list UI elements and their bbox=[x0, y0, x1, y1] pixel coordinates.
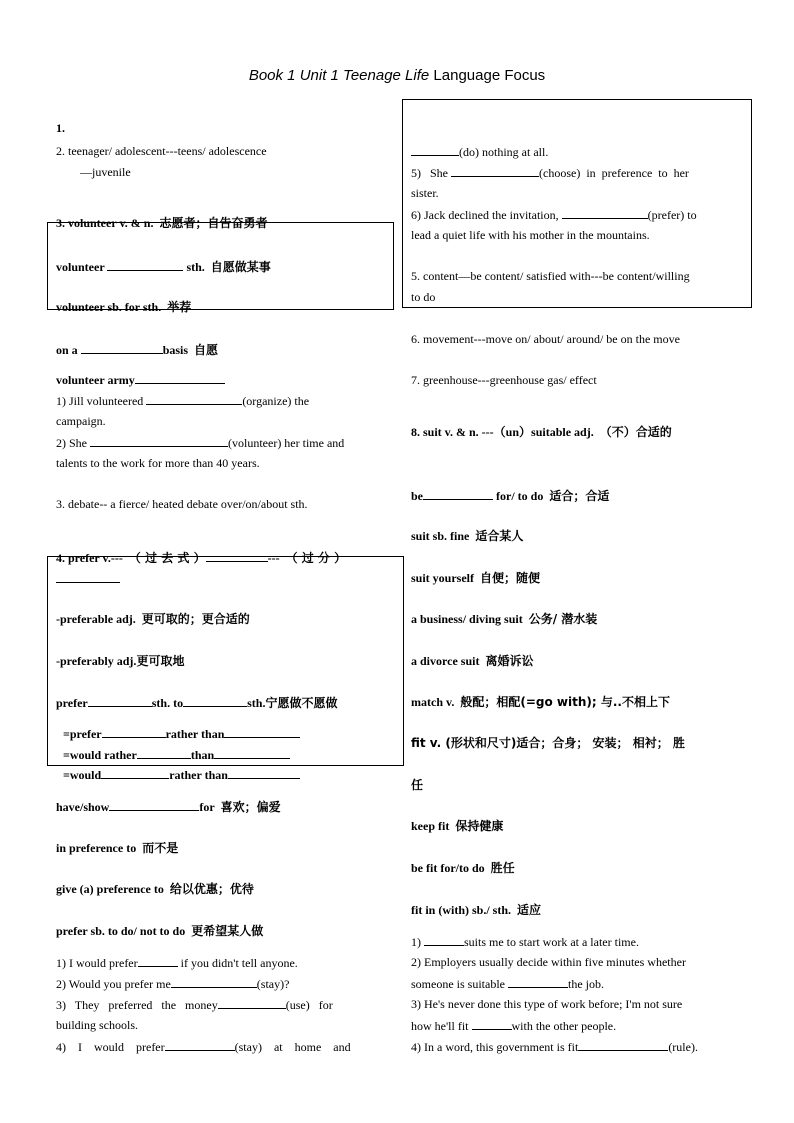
suit-yourself: suit yourself 自便；随便 bbox=[411, 571, 541, 585]
prefer-sb: prefer sb. to do/ not to do 更希望某人做 bbox=[56, 924, 264, 938]
have-show: have/show for 喜欢；偏爱 bbox=[56, 800, 281, 814]
blank[interactable] bbox=[146, 392, 242, 405]
r-line-3: 6) Jack declined the invitation, (prefer) to bbox=[411, 208, 697, 222]
in-preference: in preference to 而不是 bbox=[56, 841, 179, 855]
item-content-cont: to do bbox=[411, 290, 436, 304]
r-line-2: 5) She (choose) in preference to her bbox=[411, 166, 689, 180]
ex2-line: 2) She (volunteer) her time and bbox=[56, 436, 345, 450]
ex1-cont: campaign. bbox=[56, 414, 106, 428]
blank[interactable] bbox=[224, 725, 300, 738]
r-line-3-cont: lead a quiet life with his mother in the mountains. bbox=[411, 228, 650, 242]
blank[interactable] bbox=[508, 975, 568, 988]
r-line-1: (do) nothing at all. bbox=[411, 143, 548, 160]
blank[interactable] bbox=[206, 549, 268, 562]
vol-line-2: volunteer sb. for sth. 举荐 bbox=[56, 300, 192, 314]
s1: 1) suits me to start work at a later time. bbox=[411, 935, 639, 949]
item-greenhouse: 7. greenhouse---greenhouse gas/ effect bbox=[411, 373, 597, 387]
blank[interactable] bbox=[101, 766, 169, 779]
item-debate: 3. debate-- a fierce/ heated debate over/on/about sth. bbox=[56, 497, 308, 511]
item-3: 3. volunteer v. & n. 志愿者；自告奋勇者 bbox=[56, 216, 268, 230]
page-title: Book 1 Unit 1 Teenage Life Language Focus bbox=[248, 67, 546, 84]
s2: 2) Employers usually decide within five minutes whether bbox=[411, 955, 686, 969]
item-4-blank bbox=[56, 570, 120, 587]
blank[interactable] bbox=[218, 996, 286, 1009]
item-2-sub: —juvenile bbox=[80, 165, 131, 179]
suit-fine: suit sb. fine 适合某人 bbox=[411, 529, 524, 543]
prefer-to: prefer sth. to sth.宁愿做不愿做 bbox=[56, 696, 338, 710]
blank[interactable] bbox=[183, 694, 247, 707]
give-preference: give (a) preference to 给以优惠；优待 bbox=[56, 882, 254, 896]
blank[interactable] bbox=[472, 1017, 512, 1030]
eq-3: =would rather than bbox=[63, 766, 300, 783]
blank[interactable] bbox=[578, 1038, 668, 1051]
item-suit: 8. suit v. & n. ---（un）suitable adj. （不）合适的 bbox=[411, 425, 672, 439]
blank[interactable] bbox=[171, 975, 257, 988]
blank[interactable] bbox=[88, 694, 152, 707]
s3: 3) He's never done this type of work before; I'm not sure bbox=[411, 997, 683, 1011]
blank[interactable] bbox=[56, 570, 120, 583]
blank[interactable] bbox=[562, 206, 648, 219]
ex2-cont: talents to the work for more than 40 years. bbox=[56, 456, 260, 470]
item-1: 1. bbox=[56, 121, 65, 135]
blank[interactable] bbox=[165, 1038, 235, 1051]
match: match v. 般配；相配(=go with); 与..不相上下 bbox=[411, 695, 670, 709]
blank[interactable] bbox=[214, 746, 290, 759]
s2-cont: someone is suitable the job. bbox=[411, 977, 604, 991]
item-2: 2. teenager/ adolescent---teens/ adolescence bbox=[56, 144, 267, 158]
suit-be: be for/ to do 适合；合适 bbox=[411, 489, 610, 503]
ex1-line: 1) Jill volunteered (organize) the bbox=[56, 394, 310, 408]
blank[interactable] bbox=[135, 371, 225, 384]
item-movement: 6. movement---move on/ about/ around/ be on the move bbox=[411, 332, 680, 346]
q1: 1) I would prefer if you didn't tell anyone. bbox=[56, 956, 298, 970]
blank[interactable] bbox=[228, 766, 300, 779]
blank[interactable] bbox=[107, 258, 183, 271]
eq-2: =would rather than bbox=[63, 746, 290, 763]
preferable: -preferable adj. 更可取的；更合适的 bbox=[56, 612, 250, 626]
item-4: 4. prefer v.--- （ 过 去 式 ） --- （ 过 分 ） bbox=[56, 551, 347, 565]
item-content: 5. content—be content/ satisfied with---be content/willing bbox=[411, 269, 690, 283]
q3-cont: building schools. bbox=[56, 1018, 139, 1032]
blank[interactable] bbox=[423, 487, 493, 500]
blank[interactable] bbox=[137, 746, 191, 759]
preferably: -preferably adj.更可取地 bbox=[56, 654, 185, 668]
s3-cont: how he'll fit with the other people. bbox=[411, 1019, 617, 1033]
be-fit: be fit for/to do 胜任 bbox=[411, 861, 515, 875]
q3: 3) They preferred the money (use) for bbox=[56, 998, 333, 1012]
fit-cont: 任 bbox=[411, 778, 424, 792]
blank[interactable] bbox=[90, 434, 228, 447]
r-line-2-cont: sister. bbox=[411, 186, 439, 200]
fit-in: fit in (with) sb./ sth. 适应 bbox=[411, 903, 542, 917]
s4: 4) In a word, this government is fit (rule). bbox=[411, 1040, 698, 1054]
eq-1: =prefer rather than bbox=[63, 725, 300, 742]
blank[interactable] bbox=[424, 933, 464, 946]
blank[interactable] bbox=[451, 164, 539, 177]
q4: 4) I would prefer (stay) at home and bbox=[56, 1040, 351, 1054]
blank[interactable] bbox=[411, 143, 459, 156]
suit-business: a business/ diving suit 公务/ 潜水装 bbox=[411, 612, 598, 626]
keep-fit: keep fit 保持健康 bbox=[411, 819, 504, 833]
vol-line-3: on a basis 自愿 bbox=[56, 343, 219, 357]
vol-line-4: volunteer army bbox=[56, 371, 225, 388]
blank[interactable] bbox=[109, 798, 199, 811]
q2: 2) Would you prefer me (stay)? bbox=[56, 977, 290, 991]
fit: fit v. (形状和尺寸)适合；合身； 安装； 相衬； 胜 bbox=[411, 736, 685, 750]
suit-divorce: a divorce suit 离婚诉讼 bbox=[411, 654, 534, 668]
vol-line-1: volunteer sth. 自愿做某事 bbox=[56, 260, 271, 274]
blank[interactable] bbox=[138, 954, 178, 967]
blank[interactable] bbox=[81, 341, 163, 354]
blank[interactable] bbox=[102, 725, 166, 738]
